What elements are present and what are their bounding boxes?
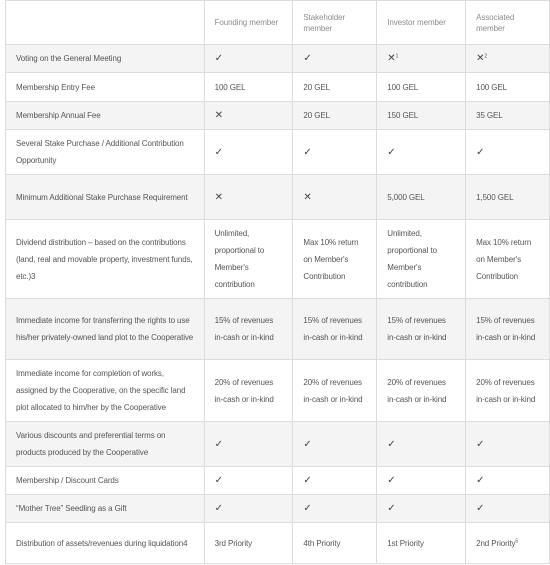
check-icon: ✓ (476, 475, 485, 486)
table-header (6, 1, 550, 45)
cell-value: 35 GEL (476, 111, 503, 120)
table-cell (377, 220, 466, 299)
table-cell (377, 495, 466, 523)
cell-value: 20% of revenues in-cash or in-kind (387, 377, 447, 404)
table-cell (466, 175, 550, 220)
cell-value: 15% of revenues in-cash or in-kind (387, 316, 447, 342)
cell-value: 15% of revenues in-cash or in-kind (303, 316, 363, 342)
table-cell (293, 102, 377, 130)
cell-value: Max 10% return on Member's Contribution (303, 237, 359, 281)
footnote-marker: 2 (484, 53, 488, 60)
cell-value: 100 GEL (476, 82, 507, 92)
cell-value: 20% of revenues in-cash or in-kind (303, 377, 363, 404)
footnote-marker: 5 (515, 537, 519, 544)
table-cell (466, 495, 550, 523)
table-cell (377, 422, 466, 467)
table-cell (204, 467, 293, 495)
table-cell (466, 102, 550, 130)
cell-value: 20% of revenues in-cash or in-kind (476, 377, 536, 404)
table-cell (293, 73, 377, 102)
cell-value: 5,000 GEL (387, 192, 425, 202)
row-label: Immediate income for completion of works, assigned by the Cooperative, on the specific land plot allocated to him/her by the Cooperative (6, 360, 205, 422)
check-icon: ✓ (214, 475, 223, 486)
row-label: Voting on the General Meeting (6, 45, 205, 73)
footnote-marker: 1 (395, 53, 399, 60)
table-cell (204, 360, 293, 422)
check-icon: ✓ (303, 53, 312, 64)
table-row (6, 45, 550, 73)
cross-icon: ✕ (476, 53, 485, 64)
cross-icon: ✕ (303, 191, 312, 203)
table-cell (204, 495, 293, 523)
check-icon: ✓ (214, 503, 223, 514)
table-cell (377, 523, 466, 564)
table-cell (377, 130, 466, 175)
cell-value: 100 GEL (387, 82, 419, 92)
header-cell-empty (6, 1, 205, 45)
check-icon: ✓ (303, 503, 312, 514)
table-cell (377, 73, 466, 102)
header-investor-member: Investor member (377, 1, 466, 45)
table-cell (466, 523, 550, 564)
table-row (6, 523, 550, 564)
table-cell (466, 130, 550, 175)
cell-value: 3rd Priority (214, 538, 253, 548)
cell-value: 2nd Priority (476, 538, 516, 548)
table-cell (293, 495, 377, 523)
table-cell (466, 45, 550, 73)
check-icon: ✓ (476, 438, 485, 450)
table-cell (204, 523, 293, 564)
cross-icon: ✕ (214, 191, 223, 203)
check-icon: ✓ (303, 438, 312, 450)
table-cell (293, 299, 377, 360)
cell-value: Max 10% return on Member's Contribution (476, 237, 532, 281)
row-label: Immediate income for transferring the rights to use his/her privately-owned land plot to the Cooperative (6, 299, 205, 360)
table-cell (377, 102, 466, 130)
table-row (6, 467, 550, 495)
row-label: Membership Entry Fee (6, 73, 205, 102)
table-cell (377, 175, 466, 220)
table-cell (204, 102, 293, 130)
cell-value: 20% of revenues in-cash or in-kind (214, 377, 274, 404)
table-cell (204, 45, 293, 73)
table-row (6, 360, 550, 422)
row-label: Distribution of assets/revenues during liquidation4 (6, 523, 205, 564)
table-cell (204, 220, 293, 299)
header-associated-member: Associated member (466, 1, 550, 45)
row-label: Several Stake Purchase / Additional Contribution Opportunity (6, 130, 205, 175)
table-cell (293, 523, 377, 564)
table-row (6, 422, 550, 467)
check-icon: ✓ (303, 146, 312, 158)
table-cell (204, 299, 293, 360)
check-icon: ✓ (387, 146, 396, 158)
table-cell (204, 130, 293, 175)
table-cell (293, 175, 377, 220)
table-cell (293, 220, 377, 299)
check-icon: ✓ (214, 53, 223, 64)
row-label: Various discounts and preferential terms on products produced by the Cooperative (6, 422, 205, 467)
check-icon: ✓ (214, 146, 223, 158)
table-row (6, 220, 550, 299)
table-cell (293, 45, 377, 73)
table-cell (293, 130, 377, 175)
header-founding-member: Founding member (204, 1, 293, 45)
header-stakeholder-member: Stakeholder member (293, 1, 377, 45)
table-row (6, 175, 550, 220)
table-cell (377, 45, 466, 73)
row-label: Membership Annual Fee (6, 102, 205, 130)
table-cell (466, 220, 550, 299)
check-icon: ✓ (476, 503, 485, 514)
cross-icon: ✕ (214, 110, 223, 121)
table-cell (377, 299, 466, 360)
table-body (6, 45, 550, 564)
cell-value: 150 GEL (387, 111, 419, 120)
cell-value: Unlimited, proportional to Member's contribution (214, 229, 265, 289)
check-icon: ✓ (214, 438, 223, 450)
check-icon: ✓ (387, 503, 396, 514)
cell-value: 15% of revenues in-cash or in-kind (476, 316, 536, 342)
check-icon: ✓ (387, 438, 396, 450)
cell-value: 20 GEL (303, 111, 330, 120)
table-cell (466, 73, 550, 102)
table-cell (466, 467, 550, 495)
check-icon: ✓ (387, 475, 396, 486)
table-cell (293, 422, 377, 467)
table-cell (204, 73, 293, 102)
header-row (6, 1, 550, 45)
table-cell (466, 422, 550, 467)
cell-value: 20 GEL (303, 82, 330, 92)
cell-value: 4th Priority (303, 538, 341, 548)
table-cell (377, 360, 466, 422)
table-row (6, 299, 550, 360)
row-label: Minimum Additional Stake Purchase Requirement (6, 175, 205, 220)
table-row (6, 495, 550, 523)
row-label: Membership / Discount Cards (6, 467, 205, 495)
check-icon: ✓ (303, 475, 312, 486)
check-icon: ✓ (476, 146, 485, 158)
table-cell (204, 422, 293, 467)
cell-value: Unlimited, proportional to Member's contribution (387, 229, 437, 289)
table-row (6, 130, 550, 175)
cell-value: 100 GEL (214, 82, 246, 92)
table-cell (293, 360, 377, 422)
cell-value: 1,500 GEL (476, 192, 514, 202)
row-label: Dividend distribution – based on the contributions (land, real and movable property, investment funds, etc.)3 (6, 220, 205, 299)
cell-value: 1st Priority (387, 538, 424, 548)
table-cell (204, 175, 293, 220)
table-row (6, 73, 550, 102)
table-cell (377, 467, 466, 495)
table-cell (466, 299, 550, 360)
row-label: “Mother Tree” Seedling as a Gift (6, 495, 205, 523)
table-cell (293, 467, 377, 495)
cell-value: 15% of revenues in-cash or in-kind (214, 316, 274, 342)
cross-icon: ✕ (387, 53, 396, 64)
table-row (6, 102, 550, 130)
membership-comparison-table (5, 0, 550, 564)
table-cell (466, 360, 550, 422)
